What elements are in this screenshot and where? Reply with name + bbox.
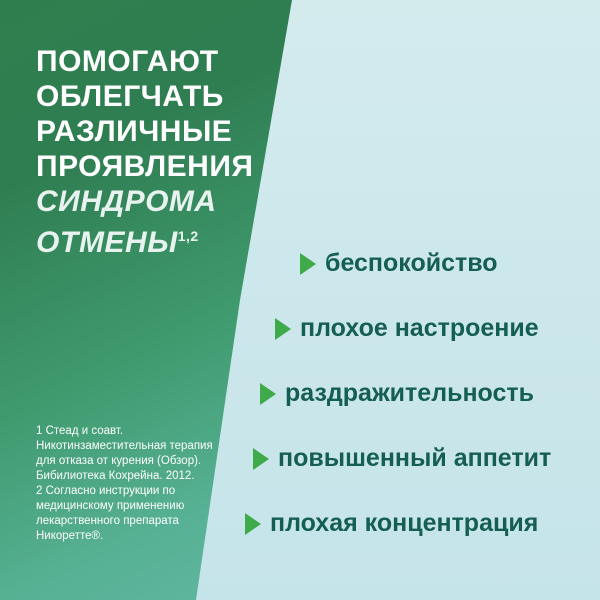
list-item-label: раздражительность	[285, 379, 534, 407]
arrow-right-icon	[253, 448, 269, 470]
list-item-label: беспокойство	[325, 249, 498, 277]
list-item-label: повышенный аппетит	[278, 444, 552, 472]
list-item	[253, 445, 551, 472]
headline-superscript: 1,2	[177, 228, 199, 244]
arrow-right-icon	[275, 318, 291, 340]
headline-line-4: ПРОЯВЛЕНИЯ	[36, 150, 254, 183]
headline-italic-1: СИНДРОМА	[36, 185, 217, 218]
headline-line-3: РАЗЛИЧНЫЕ	[36, 115, 233, 148]
headline-italic-2-text: ОТМЕНЫ	[36, 226, 178, 259]
list-item-label: плохое настроение	[300, 314, 539, 342]
list-item	[300, 250, 498, 277]
page-title	[36, 44, 286, 260]
list-item-label: плохая концентрация	[270, 509, 539, 537]
arrow-right-icon	[260, 383, 276, 405]
headline-italic-2	[36, 219, 286, 260]
footnote-ref-2: 2 Согласно инструкции по медицинскому применению лекарственного препарата Никоретте®.	[36, 485, 185, 542]
list-item	[260, 380, 534, 407]
headline-line-1: ПОМОГАЮТ	[36, 45, 219, 78]
headline-line-2: ОБЛЕГЧАТЬ	[36, 80, 224, 113]
footnote-block	[36, 424, 226, 544]
footnote-ref-1: 1 Стеад и соавт. Никотинзаместительная терапия для отказа от курения (Обзор). Бибилиотека Кохрейна. 2012.	[36, 425, 213, 482]
list-item	[275, 315, 539, 342]
arrow-right-icon	[245, 513, 261, 535]
list-item	[245, 510, 538, 537]
arrow-right-icon	[300, 253, 316, 275]
